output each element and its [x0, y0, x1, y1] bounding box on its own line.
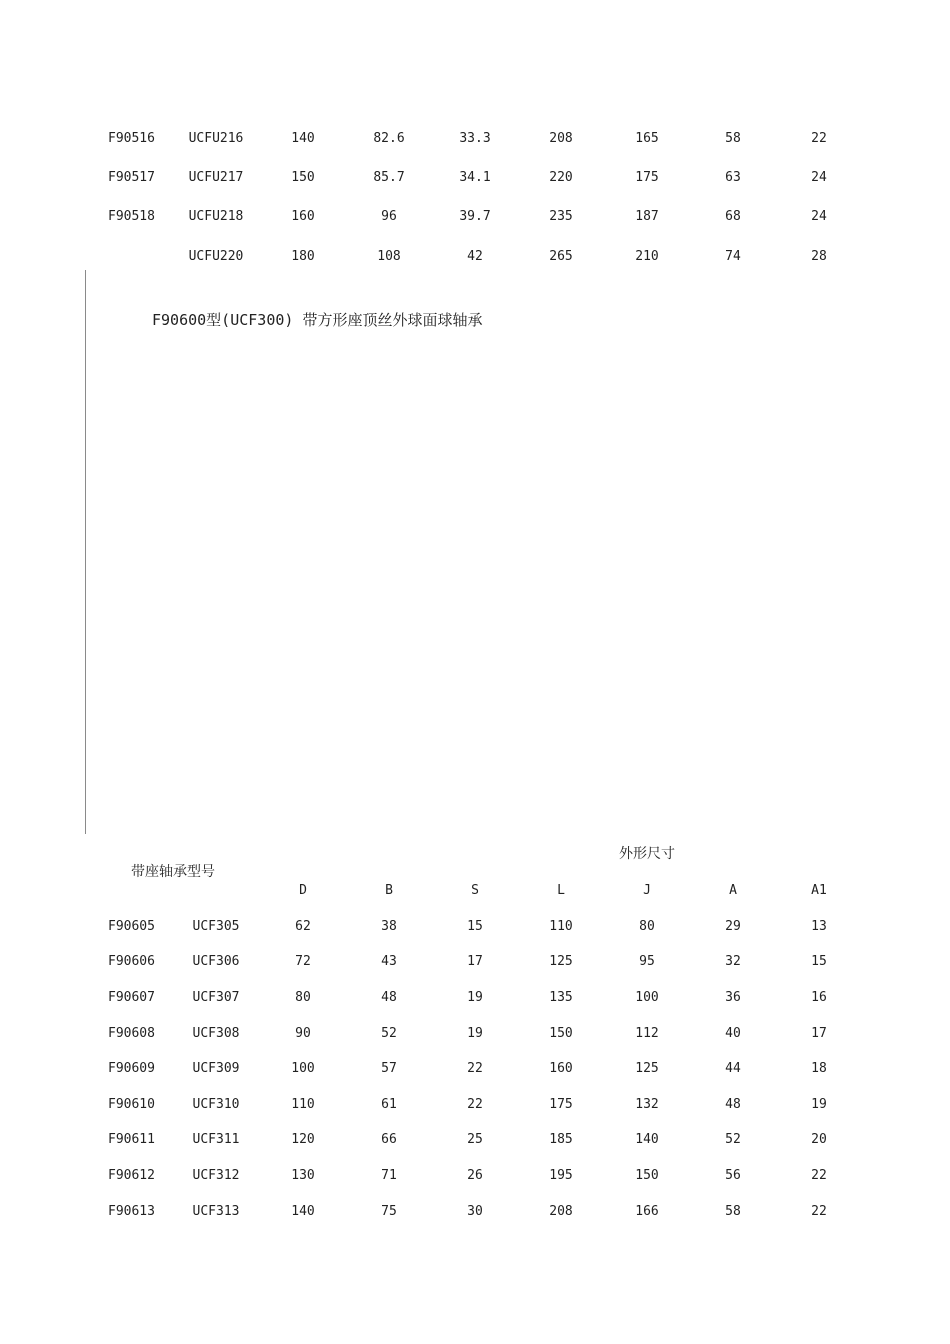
model-column-header: 带座轴承型号	[131, 864, 215, 880]
dim-a1: 13	[811, 919, 827, 934]
bearing-code: F90607	[108, 990, 155, 1005]
dim-s: 17	[467, 954, 483, 969]
dim-b: 108	[377, 249, 401, 264]
dim-l: 265	[549, 249, 573, 264]
dim-j: 112	[635, 1026, 659, 1041]
table-header-row	[0, 879, 950, 903]
dim-d: 150	[291, 170, 315, 185]
bearing-model: UCFU218	[188, 209, 244, 224]
dim-d: 80	[295, 990, 311, 1005]
dim-s: 33.3	[459, 131, 491, 146]
bearing-model: UCF305	[192, 919, 240, 934]
bearing-code: F90517	[108, 170, 155, 185]
dim-s: 34.1	[459, 170, 491, 185]
dim-l: 208	[549, 1204, 573, 1219]
dim-a: 63	[725, 170, 741, 185]
dim-d: 140	[291, 1204, 315, 1219]
bearing-model: UCF311	[192, 1132, 240, 1147]
dim-a: 68	[725, 209, 741, 224]
bearing-model: UCF310	[192, 1097, 240, 1112]
dim-j: 140	[635, 1132, 659, 1147]
bearing-code: F90609	[108, 1061, 155, 1076]
bearing-code: F90613	[108, 1204, 155, 1219]
dim-a1: 24	[811, 170, 827, 185]
dim-b: 82.6	[373, 131, 405, 146]
dim-a1: 20	[811, 1132, 827, 1147]
table-row	[0, 1057, 950, 1081]
dim-s: 39.7	[459, 209, 491, 224]
dim-s: 25	[467, 1132, 483, 1147]
bearing-model: UCF313	[192, 1204, 240, 1219]
table-row	[0, 1093, 950, 1117]
column-header-a1: A1	[811, 883, 827, 898]
column-header-a: A	[729, 883, 737, 898]
dim-s: 19	[467, 990, 483, 1005]
dim-d: 110	[291, 1097, 315, 1112]
bearing-code: F90518	[108, 209, 155, 224]
dim-a1: 28	[811, 249, 827, 264]
vertical-rule	[85, 270, 86, 834]
dim-s: 30	[467, 1204, 483, 1219]
dim-l: 175	[549, 1097, 573, 1112]
dim-a: 29	[725, 919, 741, 934]
table-row	[0, 950, 950, 974]
dim-l: 208	[549, 131, 573, 146]
dim-b: 66	[381, 1132, 397, 1147]
dim-b: 96	[381, 209, 397, 224]
dim-s: 42	[467, 249, 483, 264]
bearing-model: UCF307	[192, 990, 240, 1005]
table-row	[0, 166, 950, 190]
dim-a1: 16	[811, 990, 827, 1005]
dim-s: 22	[467, 1061, 483, 1076]
bearing-model: UCF312	[192, 1168, 240, 1183]
table-row	[0, 986, 950, 1010]
dim-d: 72	[295, 954, 311, 969]
dim-j: 132	[635, 1097, 659, 1112]
bearing-code: F90608	[108, 1026, 155, 1041]
dim-d: 100	[291, 1061, 315, 1076]
dim-a: 36	[725, 990, 741, 1005]
table-row	[0, 245, 950, 269]
dim-a: 52	[725, 1132, 741, 1147]
dim-j: 175	[635, 170, 659, 185]
dim-a: 74	[725, 249, 741, 264]
table-row	[0, 915, 950, 939]
dim-b: 75	[381, 1204, 397, 1219]
column-header-b: B	[385, 883, 393, 898]
dim-s: 22	[467, 1097, 483, 1112]
dim-j: 210	[635, 249, 659, 264]
dim-a1: 17	[811, 1026, 827, 1041]
column-header-s: S	[471, 883, 479, 898]
dim-b: 38	[381, 919, 397, 934]
dim-b: 43	[381, 954, 397, 969]
bearing-code: F90612	[108, 1168, 155, 1183]
dim-j: 187	[635, 209, 659, 224]
column-header-d: D	[299, 883, 307, 898]
bearing-code: F90610	[108, 1097, 155, 1112]
dim-l: 135	[549, 990, 573, 1005]
dim-a: 40	[725, 1026, 741, 1041]
table-row	[0, 1164, 950, 1188]
dim-a1: 24	[811, 209, 827, 224]
bearing-model: UCF306	[192, 954, 240, 969]
dim-b: 52	[381, 1026, 397, 1041]
dim-a1: 18	[811, 1061, 827, 1076]
bearing-model: UCFU220	[188, 249, 244, 264]
dim-a: 32	[725, 954, 741, 969]
dim-b: 71	[381, 1168, 397, 1183]
dim-b: 57	[381, 1061, 397, 1076]
dim-j: 125	[635, 1061, 659, 1076]
dim-a: 58	[725, 131, 741, 146]
dim-a: 48	[725, 1097, 741, 1112]
dim-a: 44	[725, 1061, 741, 1076]
dim-a1: 22	[811, 131, 827, 146]
table-row	[0, 1128, 950, 1152]
dim-l: 125	[549, 954, 573, 969]
dim-d: 62	[295, 919, 311, 934]
dim-d: 90	[295, 1026, 311, 1041]
dim-a1: 22	[811, 1204, 827, 1219]
dim-l: 150	[549, 1026, 573, 1041]
dim-j: 165	[635, 131, 659, 146]
dim-l: 185	[549, 1132, 573, 1147]
bearing-model: UCF309	[192, 1061, 240, 1076]
table-row	[0, 205, 950, 229]
dim-d: 130	[291, 1168, 315, 1183]
section-title: F90600型(UCF300) 带方形座顶丝外球面球轴承	[152, 311, 483, 329]
table-row	[0, 1022, 950, 1046]
dim-b: 61	[381, 1097, 397, 1112]
dim-d: 120	[291, 1132, 315, 1147]
table-row	[0, 127, 950, 151]
dim-l: 195	[549, 1168, 573, 1183]
dim-l: 160	[549, 1061, 573, 1076]
bearing-model: UCFU217	[188, 170, 244, 185]
dim-s: 26	[467, 1168, 483, 1183]
dim-b: 85.7	[373, 170, 405, 185]
dim-j: 95	[639, 954, 655, 969]
bearing-code: F90516	[108, 131, 155, 146]
table-row	[0, 1200, 950, 1224]
bearing-model: UCF308	[192, 1026, 240, 1041]
dim-j: 100	[635, 990, 659, 1005]
dim-a1: 22	[811, 1168, 827, 1183]
dim-d: 160	[291, 209, 315, 224]
dim-a1: 19	[811, 1097, 827, 1112]
bearing-code: F90606	[108, 954, 155, 969]
column-header-j: J	[643, 883, 651, 898]
dim-a: 58	[725, 1204, 741, 1219]
dim-b: 48	[381, 990, 397, 1005]
column-header-l: L	[557, 883, 565, 898]
dim-s: 15	[467, 919, 483, 934]
dim-d: 140	[291, 131, 315, 146]
dim-j: 166	[635, 1204, 659, 1219]
dim-a1: 15	[811, 954, 827, 969]
dim-l: 110	[549, 919, 573, 934]
dim-s: 19	[467, 1026, 483, 1041]
dim-l: 235	[549, 209, 573, 224]
dim-a: 56	[725, 1168, 741, 1183]
bearing-code: F90611	[108, 1132, 155, 1147]
dim-d: 180	[291, 249, 315, 264]
bearing-model: UCFU216	[188, 131, 244, 146]
group-header-dimensions: 外形尺寸	[619, 846, 675, 862]
dim-j: 150	[635, 1168, 659, 1183]
dim-j: 80	[639, 919, 655, 934]
bearing-code: F90605	[108, 919, 155, 934]
dim-l: 220	[549, 170, 573, 185]
